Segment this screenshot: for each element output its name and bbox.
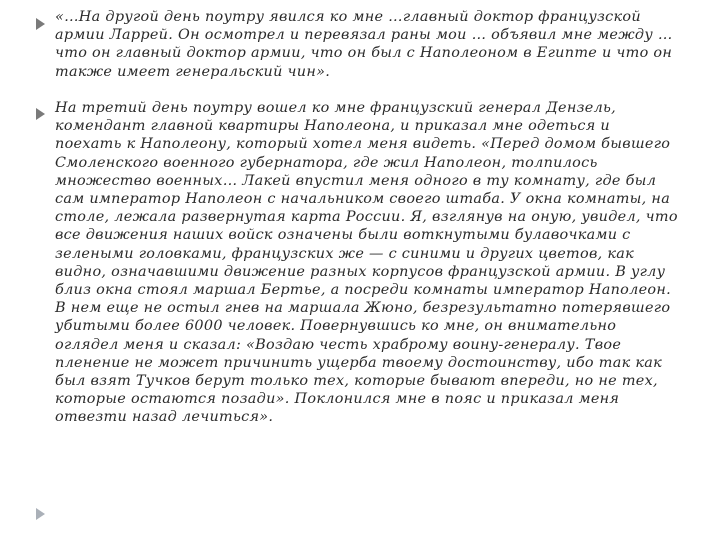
empty-bullet-arrow-icon [36, 508, 45, 520]
bullet-arrow-icon [36, 108, 45, 120]
paragraph-2: На третий день поутру вошел ко мне французский генерал Дензель, комендант главной квартиры Наполеона, и приказал мне одеться и поехать к Наполеону, который хотел меня видеть. «Перед домом бывшего Смоленского военного губернатора, где жил Наполеон, толпилось множество военных… Лакей впустил меня одного в ту комнату, где был сам император Наполеон с начальником своего штаба. У окна комнаты, на столе, лежала развернутая карта России. Я, взглянув на оную, увидел, что все движения наших войск означены были воткнутыми булавочками с зелеными головками, французских же — с синими и других цветов, как видно, означавшими движение разных корпусов французской армии. В углу близ окна стоял маршал Бертье, а посреди комнаты император Наполеон. В нем еще не остыл гнев на маршала Жюно, безрезультатно потерявшего убитыми более 6000 человек. Повернувшись ко мне, он внимательно оглядел меня и сказал: «Воздаю честь храброму воину-генералу. Твое пленение не может причинить ущерба твоему достоинству, ибо так как был взят Тучков берут только тех, которые бывают впереди, но не тех, которые остаются позади». Поклонился мне в пояс и приказал меня отвезти назад лечиться». [55, 100, 678, 426]
paragraph-1: «…На другой день поутру явился ко мне …главный доктор французской армии Ларрей. Он осмотрел и перевязал раны мои … объявил мне между …что он главный доктор армии, что он был с Наполеоном в Египте и что он также имеет генеральский чин». [55, 9, 673, 80]
bullet-arrow-icon [36, 18, 45, 30]
